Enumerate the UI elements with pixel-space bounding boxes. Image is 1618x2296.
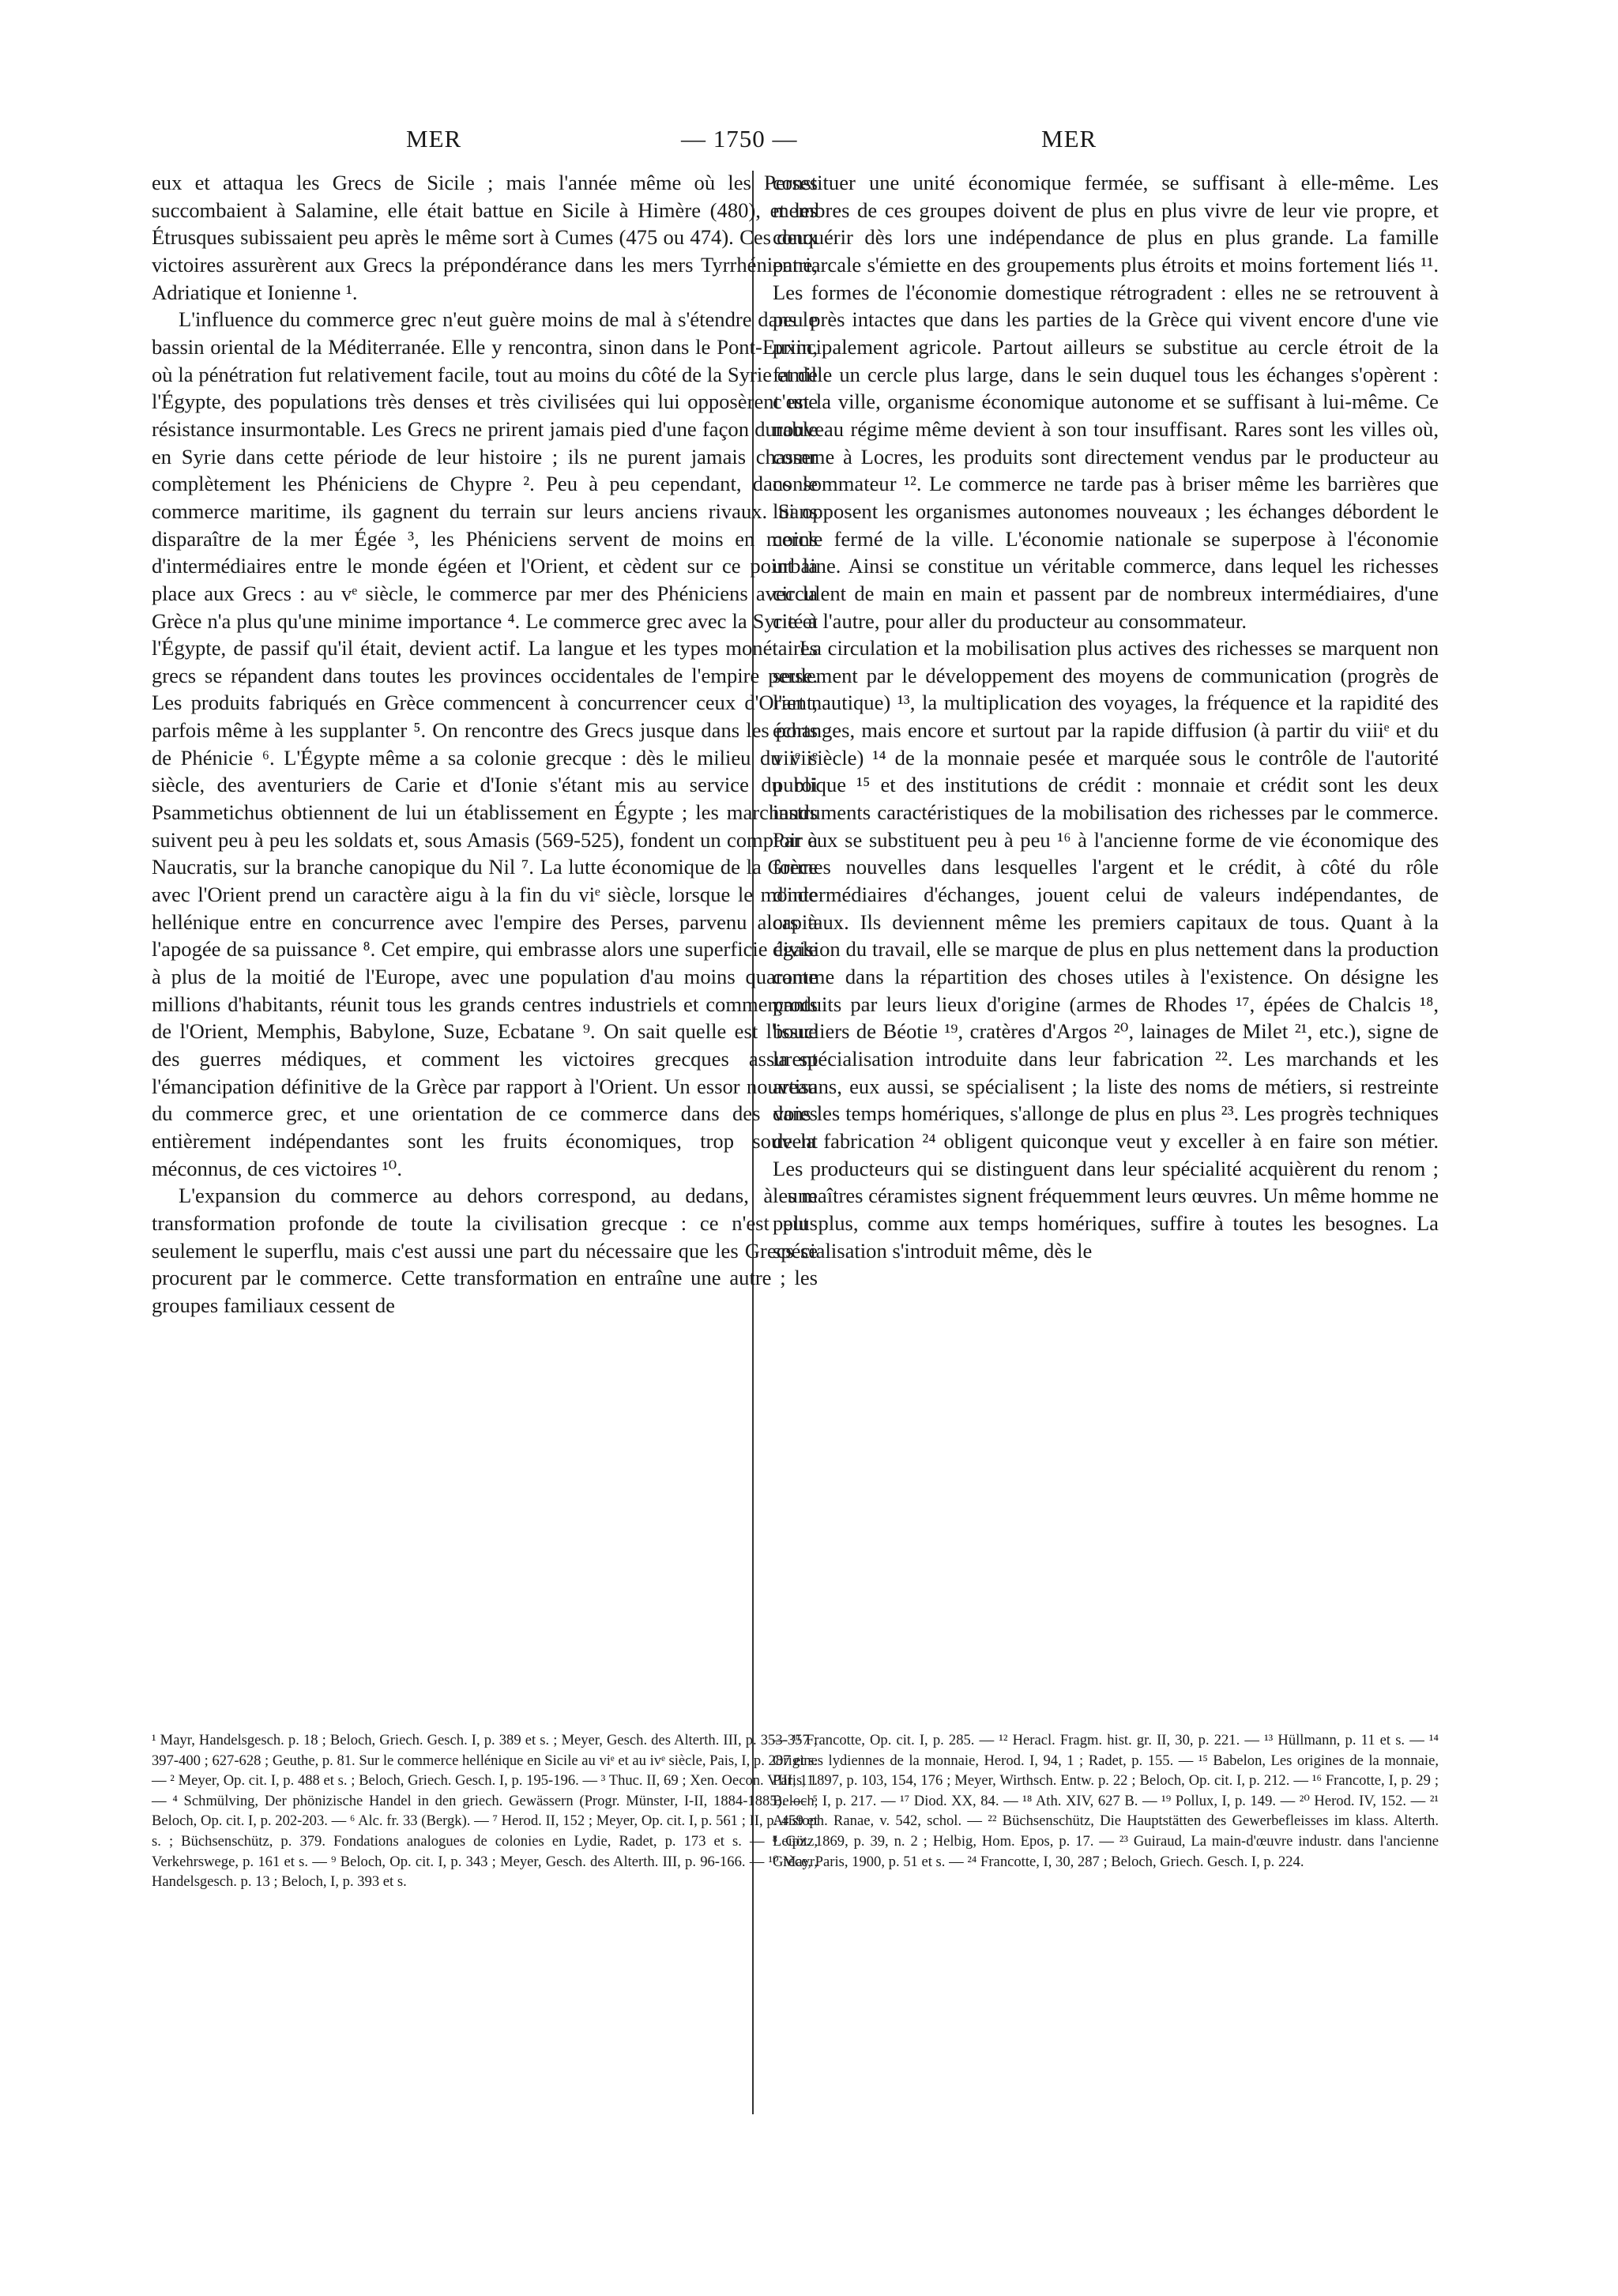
paragraph: constituer une unité économique fermée, se suffisant à elle-même. Les membres de ces groupes doivent de plus en plus vivre de leur vie propre, et conquérir dès lors une indépendance de plus en plus grande. La famille patriarcale s'émiette en des groupements plus étroits et moins fortement liés ¹¹. Les formes de l'économie domestique rétrogradent : elles ne se retrouvent à peu près intactes que dans les parties de la Grèce qui vivent encore d'une vie principalement agricole. Partout ailleurs se substitue au cercle étroit de la famille un cercle plus large, dans le sein duquel tous les échanges s'opèrent : c'est la ville, organisme économique autonome et se suffisant à lui-même. Ce nouveau régime même devient à son tour insuffisant. Rares sont les villes où, comme à Locres, les produits sont directement vendus par le producteur au consommateur ¹². Le commerce ne tarde pas à briser même les barrières que lui opposent les organismes autonomes nouveaux ; les échanges débordent le cercle fermé de la ville. L'économie nationale se superpose à l'économie urbaine. Ainsi se constitue un véritable commerce, dans lequel les richesses circulent de main en main et passent par de nombreux intermédiaires, d'une cité à l'autre, pour aller du producteur au consommateur. xyxy=(773,171,1439,633)
running-head-left: MER xyxy=(406,125,462,152)
page-number: — 1750 — xyxy=(681,125,798,152)
left-column xyxy=(152,169,818,1319)
running-head-right: MER xyxy=(1041,125,1097,152)
paragraph: L'expansion du commerce au dehors correspond, au dedans, à une transformation profonde de toute la civilisation grecque : ce n'est plus seulement le superflu, mais c'est aussi une part du nécessaire que les Grecs se procurent par le commerce. Cette transformation en entraîne une autre ; les groupes familiaux cessent de xyxy=(152,1184,818,1317)
footnotes-left: ¹ Mayr, Handelsgesch. p. 18 ; Beloch, Griech. Gesch. I, p. 389 et s. ; Meyer, Gesch. des Alterth. III, p. 353-357 ; 397-400 ; 627-628 ; Geuthe, p. 81. Sur le commerce hellénique en Sicile au viᵉ et au ivᵉ siècle, Pais, I, p. 287 et s. — ² Meyer, Op. cit. I, p. 488 et s. ; Beloch, Griech. Gesch. I, p. 195-196. — ³ Thuc. II, 69 ; Xen. Oecon. VIII, 11. — ⁴ Schmülving, Der phönizische Handel in den griech. Gewässern (Progr. Münster, I-II, 1884-1885). — ⁵ Beloch, Op. cit. I, p. 202-203. — ⁶ Alc. fr. 33 (Bergk). — ⁷ Herod. II, 152 ; Meyer, Op. cit. I, p. 561 ; II, p. 459 et s. ; Büchsenschütz, p. 379. Fondations analogues de colonies en Lydie, Radet, p. 173 et s. — ⁸ Götz, Verkehrswege, p. 161 et s. — ⁹ Beloch, Op. cit. I, p. 343 ; Meyer, Gesch. des Alterth. III, p. 96-166. — ¹⁰ Mayr, Handelsgesch. p. 13 ; Beloch, I, p. 393 et s. xyxy=(152,1732,818,1891)
paragraph: eux et attaqua les Grecs de Sicile ; mais l'année même où les Perses succombaient à Salamine, elle était battue en Sicile à Himère (480), et les Étrusques subissaient peu après le même sort à Cumes (475 ou 474). Ces deux victoires assurèrent aux Grecs la prépondérance dans les mers Tyrrhénienne, Adriatique et Ionienne ¹. xyxy=(152,171,818,304)
right-column xyxy=(773,169,1439,1264)
paragraph: L'influence du commerce grec n'eut guère moins de mal à s'étendre dans le bassin oriental de la Méditerranée. Elle y rencontra, sinon dans le Pont-Euxin, où la pénétration fut relativement facile, tout au moins du côté de la Syrie et de l'Égypte, des populations très denses et très civilisées qui lui opposèrent une résistance insurmontable. Les Grecs ne prirent jamais pied d'une façon durable en Syrie dans cette période de leur histoire ; ils ne purent jamais chasser complètement les Phéniciens de Chypre ². Peu à peu cependant, dans le commerce maritime, ils gagnent du terrain sur leurs anciens rivaux. Sans disparaître de la mer Égée ³, les Phéniciens servent de moins en moins d'intermédiaires entre le monde égéen et l'Orient, et cèdent sur ce point la place aux Grecs : au vᵉ siècle, le commerce par mer des Phéniciens avec la Grèce n'a plus qu'une minime importance ⁴. Le commerce grec avec la Syrie et l'Égypte, de passif qu'il était, devient actif. La langue et les types monétaires grecs se répandent dans toutes les provinces occidentales de l'empire perse. Les produits fabriqués en Grèce commencent à concurrencer ceux d'Orient, parfois même à les supplanter ⁵. On rencontre des Grecs jusque dans les ports de Phénicie ⁶. L'Égypte même a sa colonie grecque : dès le milieu du viiᵉ siècle, des aventuriers de Carie et d'Ionie s'étant mis au service du roi Psammetichus obtiennent de lui un établissement en Égypte ; les marchands suivent peu à peu les soldats et, sous Amasis (569-525), fondent un comptoir à Naucratis, sur la branche canopique du Nil ⁷. La lutte économique de la Grèce avec l'Orient prend un caractère aigu à la fin du viᵉ siècle, lorsque le monde hellénique entre en concurrence avec l'empire des Perses, parvenu alors à l'apogée de sa puissance ⁸. Cet empire, qui embrasse alors une superficie égale à plus de la moitié de l'Europe, avec une population d'au moins quarante millions d'habitants, réunit tous les grands centres industriels et commerçants de l'Orient, Memphis, Babylone, Suze, Ecbatane ⁹. On sait quelle est l'issue des guerres médiques, et comment les victoires grecques assurent l'émancipation définitive de la Grèce par rapport à l'Orient. Un essor nouveau du commerce grec, et une orientation de ce commerce dans des voies entièrement indépendantes sont les fruits économiques, trop souvent méconnus, de ces victoires ¹⁰. xyxy=(152,307,818,1180)
footnotes-right: — ¹¹ Francotte, Op. cit. I, p. 285. — ¹² Heracl. Fragm. hist. gr. II, 30, p. 221. — ¹³ Hüllmann, p. 11 et s. — ¹⁴ Origines lydiennes de la monnaie, Herod. I, 94, 1 ; Radet, p. 155. — ¹⁵ Babelon, Les origines de la monnaie, Paris, 1897, p. 103, 154, 176 ; Meyer, Wirthsch. Entw. p. 22 ; Beloch, Op. cit. I, p. 212. — ¹⁶ Francotte, I, p. 29 ; Beloch, I, p. 217. — ¹⁷ Diod. XX, 84. — ¹⁸ Ath. XIV, 627 B. — ¹⁹ Pollux, I, p. 149. — ²⁰ Herod. IV, 152. — ²¹ Aristoph. Ranae, v. 542, schol. — ²² Büchsenschütz, Die Hauptstätten des Gewerbefleisses im klass. Alterth. Leipz. 1869, p. 39, n. 2 ; Helbig, Hom. Epos, p. 17. — ²³ Guiraud, La main-d'œuvre industr. dans l'ancienne Grèce, Paris, 1900, p. 51 et s. — ²⁴ Francotte, I, 30, 287 ; Beloch, Griech. Gesch. I, p. 224. xyxy=(773,1732,1439,1870)
paragraph: La circulation et la mobilisation plus actives des richesses se marquent non seulement par le développement des moyens de communication (progrès de l'art nautique) ¹³, la multiplication des voyages, la fréquence et la rapidité des échanges, mais encore et surtout par la rapide diffusion (à partir du viiiᵉ et du viiᵉ siècle) ¹⁴ de la monnaie pesée et marquée sous le contrôle de l'autorité publique ¹⁵ et des institutions de crédit : monnaie et crédit sont les deux instruments caractéristiques de la mobilisation des richesses par le commerce. Par eux se substituent peu à peu ¹⁶ à l'ancienne forme de vie économique des formes nouvelles dans lesquelles l'argent et le crédit, à côté du rôle d'intermédiaires d'échanges, jouent celui de valeurs indépendantes, de capitaux. Ils deviennent même les premiers capitaux de tous. Quant à la division du travail, elle se marque de plus en plus nettement dans la production comme dans la répartition des choses utiles à l'existence. On désigne les produits par leurs lieux d'origine (armes de Rhodes ¹⁷, épées de Chalcis ¹⁸, boucliers de Béotie ¹⁹, cratères d'Argos ²⁰, lainages de Milet ²¹, etc.), signe de la spécialisation introduite dans leur fabrication ²². Les marchands et les artisans, eux aussi, se spécialisent ; la liste des noms de métiers, si restreinte dans les temps homériques, s'allonge de plus en plus ²³. Les progrès techniques de la fabrication ²⁴ obligent quiconque veut y exceller à en faire son métier. Les producteurs qui se distinguent dans leur spécialité acquièrent du renom ; les maîtres céramistes signent fréquemment leurs œuvres. Un même homme ne peut plus, comme aux temps homériques, suffire à toutes les besognes. La spécialisation s'introduit même, dès le xyxy=(773,636,1439,1263)
